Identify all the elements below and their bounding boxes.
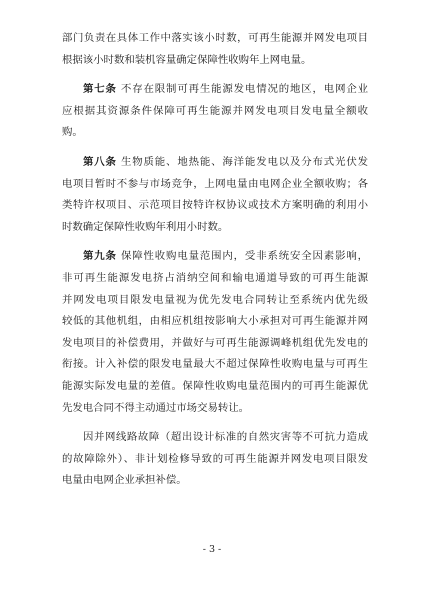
text-line [62, 79, 368, 101]
text-line: 衔接。计入补偿的限发电量最大不超过保障性收购电量与可再生 [62, 358, 368, 371]
text-line: 先发电合同不得主动通过市场交易转让。 [62, 401, 250, 414]
text-line: 电量由电网企业承担补偿。 [62, 474, 187, 487]
document-body [62, 28, 368, 492]
text-line: 并网发电项目限发电量视为优先发电合同转让至系统内优先级 [62, 293, 368, 306]
article-9 [62, 246, 368, 419]
text-line: 类特许权项目、示范项目按特许权协议或技术方案明确的利用小 [62, 199, 368, 212]
article-7 [62, 79, 368, 144]
text-line: 发电项目的补偿费用，并做好与可再生能源调峰机组优先发电的 [62, 336, 368, 349]
text-span: 不存在限制可再生能源发电情况的地区，电网企业 [116, 83, 368, 96]
text-line: 根据该小时数和装机容量确定保障性收购年上网电量。 [62, 53, 312, 66]
article-label: 第九条 [83, 250, 117, 263]
text-line: 部门负责在具体工作中落实该小时数，可再生能源并网发电项目 [62, 32, 368, 44]
text-line: 能源实际发电量的差值。保障性收购电量范围内的可再生能源优 [62, 379, 368, 392]
text-line: 因并网线路故障（超出设计标准的自然灾害等不可抗力造成 [83, 431, 368, 444]
paragraph-continuation [62, 28, 368, 71]
page-number: - 3 - [202, 544, 222, 555]
text-span: 保障性收购电量范围内，受非系统安全因素影响， [116, 250, 368, 263]
text-line: 应根据其资源条件保障可再生能源并网发电项目发电量全额收 [62, 104, 368, 117]
text-line: 非可再生能源发电挤占消纳空间和输电通道导致的可再生能源 [62, 271, 368, 284]
article-label: 第八条 [83, 155, 117, 168]
paragraph-compensation [62, 427, 368, 492]
text-line: 购。 [62, 126, 83, 139]
text-line [62, 152, 368, 174]
text-line: 较低的其他机组，由相应机组按影响大小承担对可再生能源并网 [62, 315, 368, 328]
text-line: 电项目暂时不参与市场竞争，上网电量由电网企业全额收购；各 [62, 177, 368, 190]
text-line: 时数确定保障性收购年利用小时数。 [62, 220, 229, 233]
article-label: 第七条 [83, 83, 117, 96]
text-line [62, 246, 368, 268]
article-8 [62, 152, 368, 238]
text-line: 的故障除外）、非计划检修导致的可再生能源并网发电项目限发 [62, 452, 368, 465]
text-span: 生物质能、地热能、海洋能发电以及分布式光伏发 [116, 155, 368, 168]
